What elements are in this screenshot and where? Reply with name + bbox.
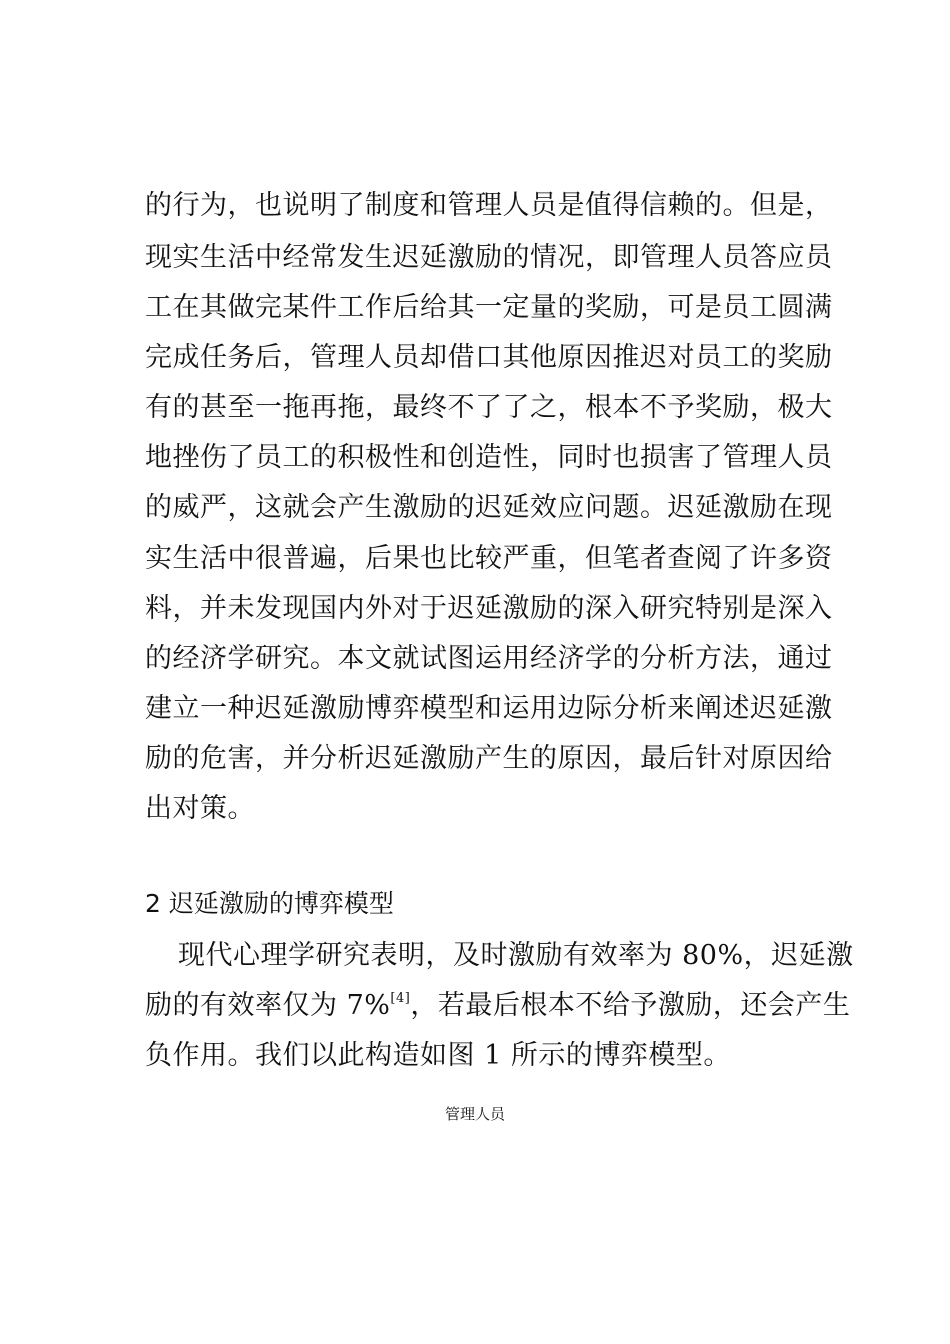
paragraph-line: 的威严，这就会产生激励的迟延效应问题。迟延激励在现 bbox=[145, 492, 833, 523]
paragraph-text: ，若最后根本不给予激励，还会产生 bbox=[410, 990, 851, 1021]
paragraph-line bbox=[145, 988, 851, 1024]
paragraph-line: 实生活中很普遍，后果也比较严重，但笔者查阅了许多资 bbox=[145, 543, 833, 574]
paragraph-line: 出对策。 bbox=[145, 793, 255, 824]
section-title: 迟延激励的博弈模型 bbox=[168, 889, 394, 918]
paragraph-line: 负作用。我们以此构造如图 1 所示的博弈模型。 bbox=[145, 1040, 731, 1071]
paragraph-line: 励的危害，并分析迟延激励产生的原因，最后针对原因给 bbox=[145, 743, 833, 774]
paragraph-line: 工在其做完某件工作后给其一定量的奖励，可是员工圆满 bbox=[145, 292, 833, 323]
paragraph-line: 现代心理学研究表明，及时激励有效率为 80%，迟延激 bbox=[178, 940, 854, 971]
paragraph-line: 建立一种迟延激励博弈模型和运用边际分析来阐述迟延激 bbox=[145, 693, 833, 724]
paragraph-line: 料，并未发现国内外对于迟延激励的深入研究特别是深入 bbox=[145, 593, 833, 624]
citation-reference[interactable]: [4] bbox=[390, 991, 411, 1006]
paragraph-line: 的行为，也说明了制度和管理人员是值得信赖的。但是， bbox=[145, 190, 833, 221]
paragraph-line: 有的甚至一拖再拖，最终不了了之，根本不予奖励，极大 bbox=[145, 392, 833, 423]
game-tree-top-node-label: 管理人员 bbox=[444, 1105, 505, 1123]
paragraph-line: 现实生活中经常发生迟延激励的情况，即管理人员答应员 bbox=[145, 242, 833, 273]
paragraph-line: 的经济学研究。本文就试图运用经济学的分析方法，通过 bbox=[145, 643, 833, 674]
section-heading bbox=[145, 886, 394, 922]
paragraph-line: 地挫伤了员工的积极性和创造性，同时也损害了管理人员 bbox=[145, 442, 833, 473]
section-number: 2 bbox=[145, 889, 161, 918]
paragraph-line: 完成任务后，管理人员却借口其他原因推迟对员工的奖励 bbox=[145, 342, 833, 373]
paragraph-text: 励的有效率仅为 7% bbox=[145, 990, 391, 1021]
